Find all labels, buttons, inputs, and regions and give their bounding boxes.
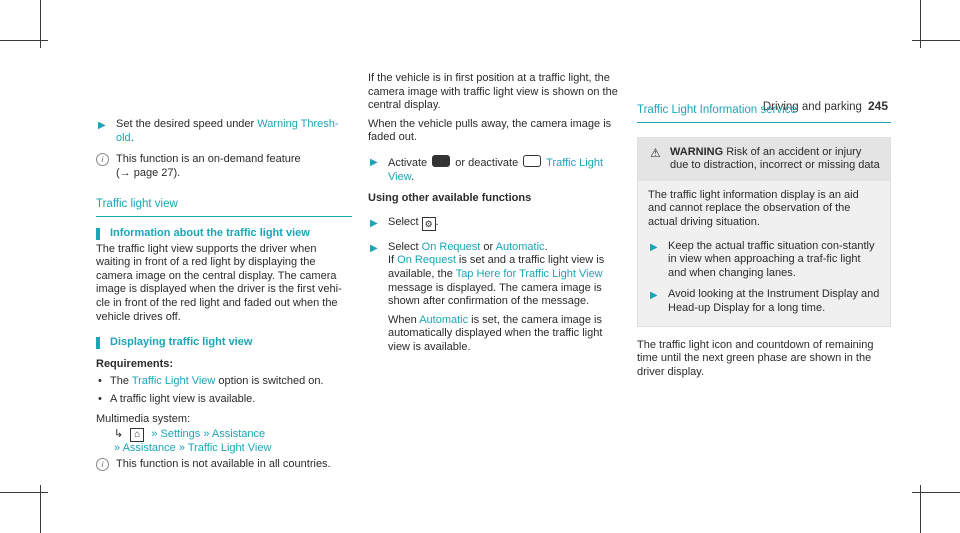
arrow-right-icon: ▶ (370, 156, 378, 168)
bullet-icon: • (98, 392, 102, 405)
menu-settings[interactable]: Settings (160, 428, 201, 441)
menu-assistance[interactable]: Assistance (211, 428, 266, 441)
text: If (388, 254, 398, 267)
note-item (96, 458, 352, 472)
crop-mark (912, 40, 960, 41)
text: is set, the camera image is automatically displayed when the traffic light view is available. (388, 313, 603, 353)
arrow-right-icon: ▶ (650, 290, 658, 302)
section-title: Traffic light view (96, 198, 352, 217)
paragraph: The traffic light icon and countdown of remaining time until the next green phase are shown in the driver display. (637, 338, 874, 378)
step-item (648, 240, 880, 281)
paragraph: When the vehicle pulls away, the camera image is faded out. (368, 117, 612, 144)
step-text: Select (388, 240, 422, 253)
warning-text: Risk of an accident or injury due to distraction, incorrect or missing data (670, 145, 880, 172)
step-item (368, 241, 620, 355)
step-text: . (544, 240, 548, 253)
list-text: A traffic light view is available. (110, 392, 256, 405)
tap-here-message[interactable]: Tap Here for Traffic Light View (455, 267, 603, 280)
toggle-on-icon[interactable] (432, 155, 450, 167)
step-item (368, 155, 620, 184)
step-text: . (411, 170, 415, 183)
section-title: Traffic Light Information service (637, 104, 891, 123)
menu-start-icon: ↳ (114, 428, 124, 441)
step-text: or (480, 240, 496, 253)
arrow-right-icon: ▶ (370, 217, 378, 229)
list-text: option is switched on. (215, 375, 324, 388)
chevron-right-icon: » (151, 428, 158, 441)
note-text: This function is an on-demand feature (116, 153, 301, 166)
warning-label: WARNING (670, 145, 724, 158)
section-name: Driving and parking (762, 101, 862, 113)
home-icon[interactable]: ⌂ (130, 428, 144, 442)
text: is set and a traffic light view is available, the (388, 254, 605, 280)
step-text: Keep the actual traffic situation con-stantly in view when approaching a traf-fic light and when changing lanes. (668, 239, 875, 279)
warning-triangle-icon: ⚠ (650, 145, 661, 160)
bullet-icon: • (98, 375, 102, 388)
step-text: Set the desired speed under (116, 118, 258, 130)
subsection-title (96, 336, 352, 350)
requirements-heading: Requirements: (96, 357, 174, 370)
automatic-option[interactable]: Automatic (495, 240, 545, 253)
paragraph: The traffic light information display is an aid and cannot replace the observation of the actual driving situation. (648, 188, 859, 228)
paragraph: If the vehicle is in first position at a traffic light, the camera image with traffic light view is shown on the central display. (368, 72, 618, 112)
step-item (648, 288, 880, 315)
note-text: This function is not available in all countries. (116, 457, 331, 470)
step-item (96, 118, 352, 145)
crop-mark (0, 40, 48, 41)
crop-mark (0, 492, 48, 493)
warning-threshold-link[interactable]: Warning Thresh-old (116, 118, 339, 144)
paragraph (388, 314, 620, 355)
step-text: Avoid looking at the Instrument Display and Head-up Display for a long time. (668, 288, 880, 314)
note-item (96, 153, 352, 180)
menu-assistance[interactable]: Assistance (122, 442, 176, 455)
column-2 (368, 72, 620, 363)
subsection-title (96, 227, 352, 241)
on-request-option[interactable]: On Request (421, 240, 481, 253)
automatic-option[interactable]: Automatic (419, 313, 469, 326)
paragraph (388, 254, 620, 308)
chevron-right-icon: » (203, 428, 210, 441)
chevron-right-icon: » (114, 442, 121, 455)
text: When (388, 313, 420, 326)
on-request-option[interactable]: On Request (397, 254, 456, 267)
info-icon: i (96, 153, 109, 166)
warning-body (638, 181, 890, 326)
step-text: . (130, 131, 134, 144)
functions-heading: Using other available functions (368, 192, 532, 205)
text: message is displayed. The camera image is shown after confirmation of the message. (388, 281, 602, 308)
multimedia-label: Multimedia system: (96, 412, 191, 425)
crop-mark (912, 492, 960, 493)
subsection-text: Information about the traffic light view (110, 226, 310, 239)
list-item (96, 375, 352, 389)
traffic-light-view-link[interactable]: Traffic Light View (131, 375, 216, 388)
menu-traffic-light-view[interactable]: Traffic Light View (187, 442, 272, 455)
column-3 (637, 104, 891, 384)
subsection-text: Displaying traffic light view (110, 336, 253, 349)
arrow-right-icon: ▶ (650, 241, 658, 253)
step-text: Select (388, 215, 422, 228)
column-1 (96, 118, 352, 479)
info-icon: i (96, 458, 109, 471)
section-bar (96, 337, 100, 349)
section-bar (96, 228, 100, 240)
step-text: Activate (388, 156, 431, 169)
step-text: . (435, 215, 439, 228)
warning-header (638, 138, 890, 181)
list-item (96, 393, 352, 407)
paragraph: The traffic light view supports the driver when waiting in front of a red light by displaying the camera image on the central display. The camera image is displayed when the driver is the first vehi-cle in front of the red light and faded out when the vehicle drives off. (96, 242, 342, 323)
arrow-right-icon: ▶ (370, 242, 378, 254)
traffic-light-view-link[interactable]: Traffic Light View (388, 156, 603, 183)
page-number: 245 (867, 99, 888, 113)
list-text: The (110, 375, 132, 388)
page-reference[interactable]: (→ page 27). (116, 166, 181, 179)
arrow-right-icon: ▶ (98, 120, 106, 131)
menu-path (96, 428, 352, 456)
warning-box (637, 137, 891, 327)
step-text: or deactivate (452, 156, 522, 169)
toggle-off-icon[interactable] (523, 155, 541, 167)
step-item (368, 216, 620, 231)
chevron-right-icon: » (178, 442, 185, 455)
gear-icon[interactable]: ⚙ (422, 217, 436, 231)
